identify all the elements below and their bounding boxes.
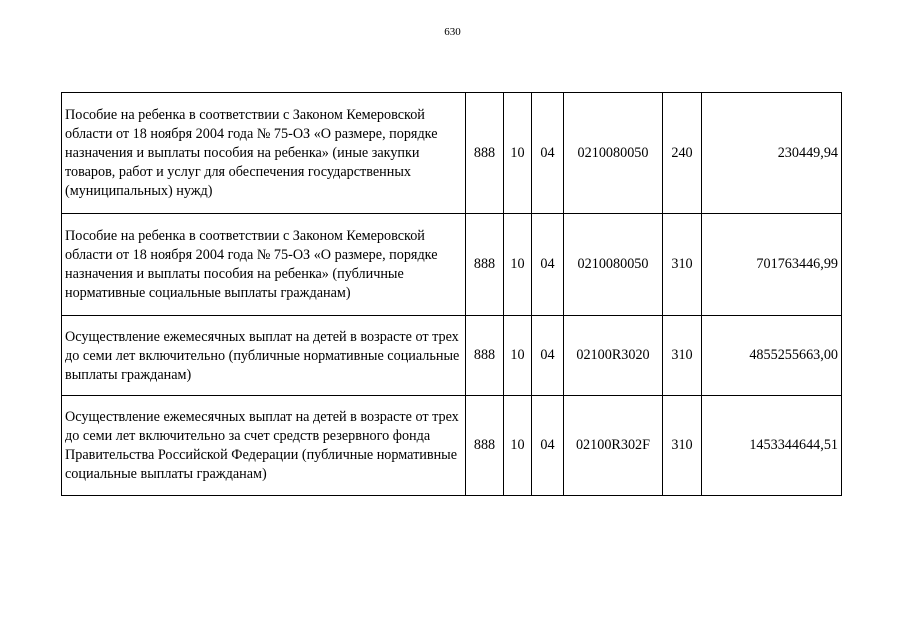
target-article-code: 0210080050	[564, 214, 663, 316]
expense-type-code: 310	[663, 396, 702, 496]
section-code: 10	[504, 214, 532, 316]
subsection-code: 04	[532, 396, 564, 496]
table-row	[62, 214, 842, 316]
section-code: 10	[504, 316, 532, 396]
section-code: 10	[504, 396, 532, 496]
expense-type-code: 310	[663, 316, 702, 396]
subsection-code: 04	[532, 214, 564, 316]
target-article-code: 0210080050	[564, 93, 663, 214]
row-description: Осуществление ежемесячных выплат на детей в возрасте от трех до семи лет включительно за счет средств резервного фонда Правительства Российской Федерации (публичные нормативные социальные выплаты гражданам)	[62, 396, 466, 496]
page-number: 630	[444, 26, 461, 38]
budget-table	[61, 92, 842, 496]
ministry-code: 888	[466, 93, 504, 214]
target-article-code: 02100R3020	[564, 316, 663, 396]
expense-type-code: 310	[663, 214, 702, 316]
row-description: Осуществление ежемесячных выплат на детей в возрасте от трех до семи лет включительно (публичные нормативные социальные выплаты гражданам)	[62, 316, 466, 396]
amount: 4855255663,00	[702, 316, 842, 396]
table-row	[62, 316, 842, 396]
subsection-code: 04	[532, 93, 564, 214]
ministry-code: 888	[466, 214, 504, 316]
target-article-code: 02100R302F	[564, 396, 663, 496]
subsection-code: 04	[532, 316, 564, 396]
row-description: Пособие на ребенка в соответствии с Законом Кемеровской области от 18 ноября 2004 года № 75-ОЗ «О размере, порядке назначения и выплаты пособия на ребенка» (публичные нормативные социальные выплаты гражданам)	[62, 214, 466, 316]
amount: 230449,94	[702, 93, 842, 214]
amount: 701763446,99	[702, 214, 842, 316]
ministry-code: 888	[466, 396, 504, 496]
ministry-code: 888	[466, 316, 504, 396]
section-code: 10	[504, 93, 532, 214]
expense-type-code: 240	[663, 93, 702, 214]
row-description: Пособие на ребенка в соответствии с Законом Кемеровской области от 18 ноября 2004 года № 75-ОЗ «О размере, порядке назначения и выплаты пособия на ребенка» (иные закупки товаров, работ и услуг для обеспечения государственных (муниципальных) нужд)	[62, 93, 466, 214]
amount: 1453344644,51	[702, 396, 842, 496]
table-row	[62, 396, 842, 496]
table-row	[62, 93, 842, 214]
